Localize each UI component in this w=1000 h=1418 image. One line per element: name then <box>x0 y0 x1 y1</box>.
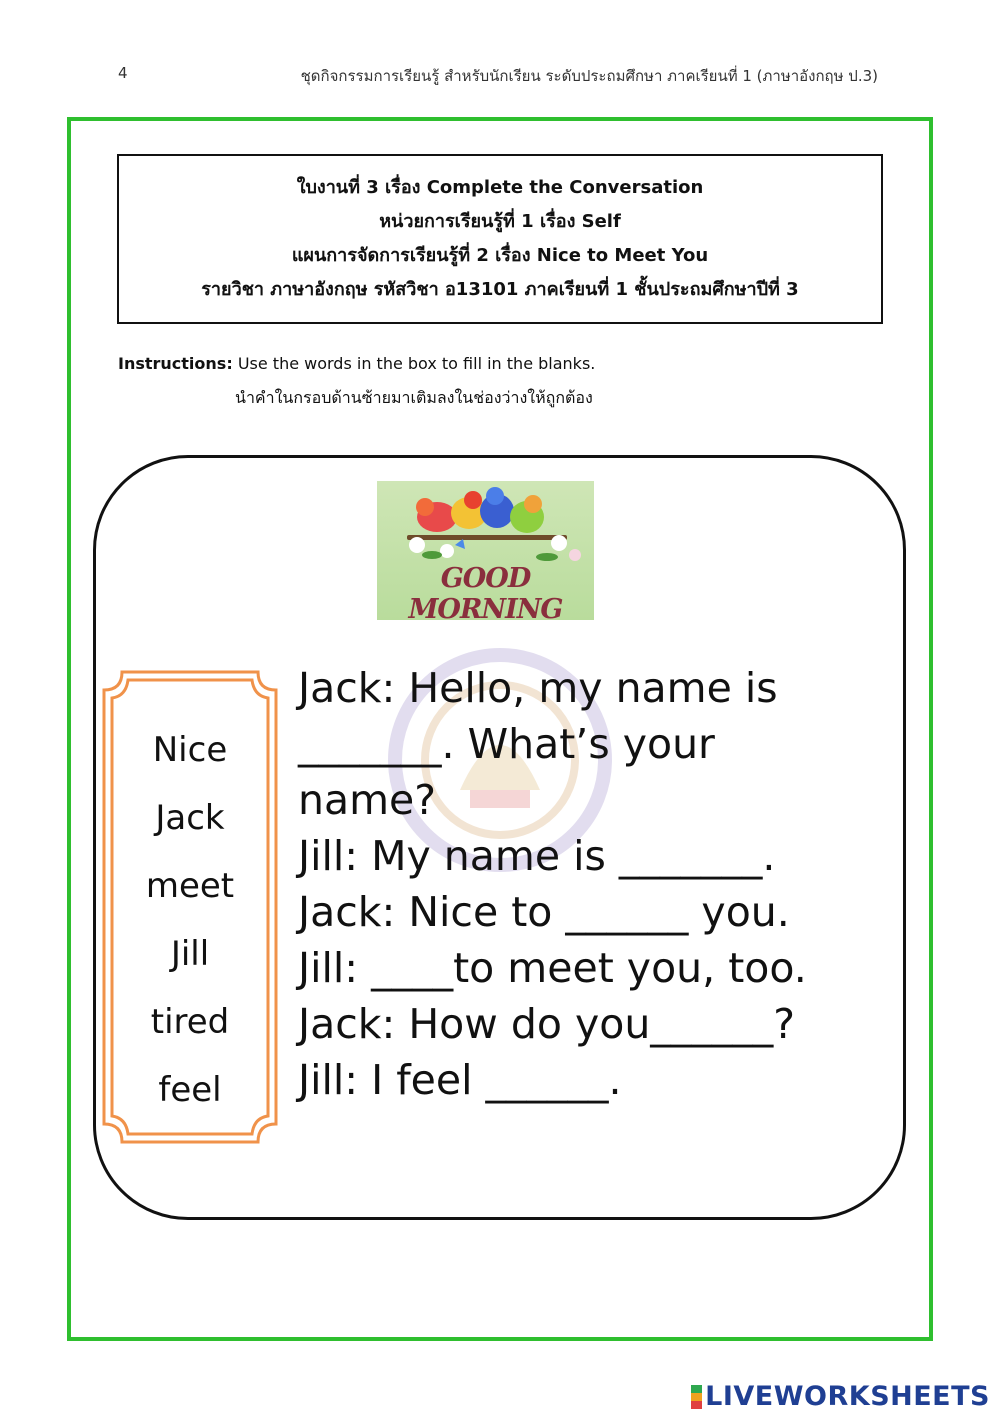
instructions-english: Use the words in the box to fill in the blanks. <box>237 354 596 373</box>
dialogue-line[interactable]: Jill: ____to meet you, too. <box>298 944 807 992</box>
dialogue-line[interactable]: Jill: My name is _______. <box>298 832 776 880</box>
worksheet-title: ใบงานที่ 3 เรื่อง Complete the Conversation <box>296 177 704 198</box>
instructions-row-english <box>118 347 595 381</box>
dialogue-line: Jack: Hello, my name is <box>298 664 778 712</box>
course-info: รายวิชา ภาษาอังกฤษ รหัสวิชา อ13101 ภาคเรียนที่ 1 ชั้นประถมศึกษาปีที่ 3 <box>201 279 799 300</box>
dialogue-line[interactable]: _______. What’s your <box>298 720 715 768</box>
good-morning-picture <box>377 481 594 620</box>
running-header: ชุดกิจกรรมการเรียนรู้ สำหรับนักเรียน ระดับประถมศึกษา ภาคเรียนที่ 1 (ภาษาอังกฤษ ป.3) <box>300 67 878 85</box>
unit-title: หน่วยการเรียนรู้ที่ 1 เรื่อง Self <box>379 211 621 232</box>
word-bank-item-tired[interactable]: tired <box>150 1002 230 1042</box>
dialogue-line[interactable]: Jill: I feel ______. <box>298 1056 622 1104</box>
instructions <box>118 347 595 415</box>
brand-name: LIVEWORKSHEETS <box>705 1381 990 1412</box>
word-bank-item-jill[interactable]: Jill <box>170 934 210 974</box>
conversation-text <box>298 660 878 1108</box>
word-bank-item-jack[interactable]: Jack <box>155 798 225 838</box>
word-bank-item-feel[interactable]: feel <box>158 1070 222 1110</box>
dialogue-line[interactable]: Jack: Nice to ______ you. <box>298 888 790 936</box>
liveworksheets-logo <box>691 1381 990 1412</box>
page-number: 4 <box>118 64 128 82</box>
good-morning-logo: GOOD MORNING <box>408 563 563 620</box>
dialogue-line: name? <box>298 776 437 824</box>
word-bank-item-nice[interactable]: Nice <box>152 730 228 770</box>
lesson-plan-title: แผนการจัดการเรียนรู้ที่ 2 เรื่อง Nice to Meet You <box>291 245 709 266</box>
word-bank <box>100 668 280 1146</box>
dialogue-line[interactable]: Jack: How do you______? <box>298 1000 796 1048</box>
word-list <box>100 716 280 1124</box>
live-badge-icon <box>691 1385 702 1409</box>
title-box <box>117 154 883 324</box>
instructions-thai: นำคำในกรอบด้านซ้ายมาเติมลงในช่องว่างให้ถูกต้อง <box>235 388 593 407</box>
instructions-label: Instructions: <box>118 354 233 373</box>
word-bank-item-meet[interactable]: meet <box>145 866 235 906</box>
